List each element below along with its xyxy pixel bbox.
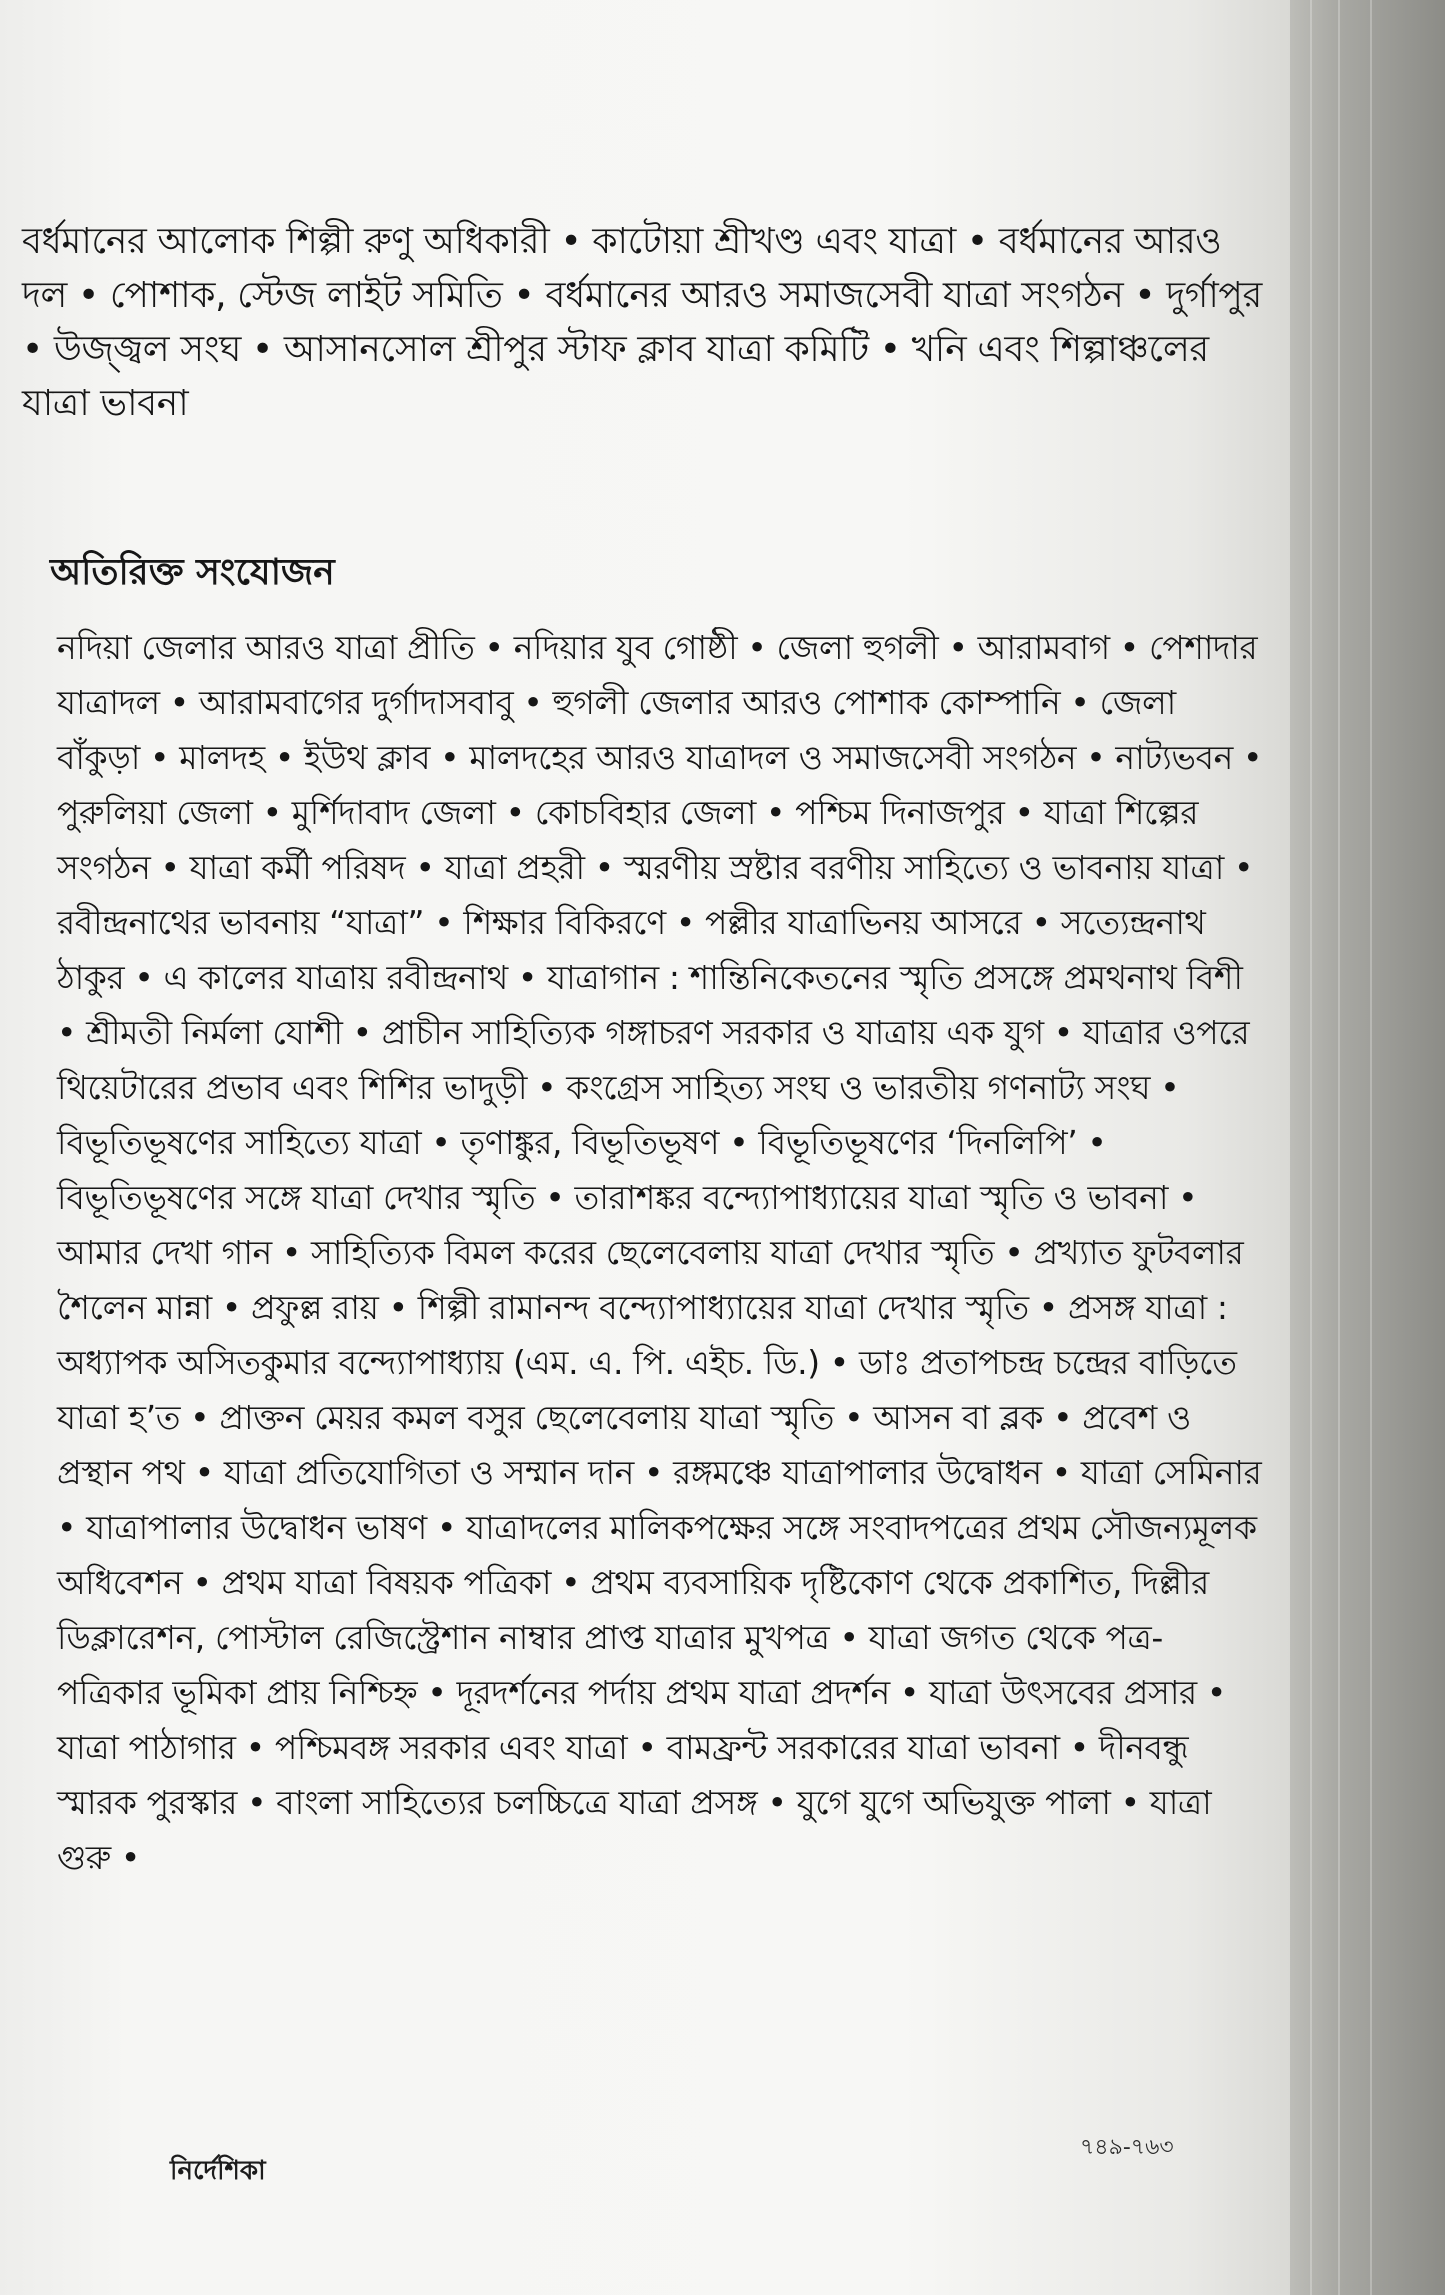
- contents-paragraph-2: নদিয়া জেলার আরও যাত্রা প্রীতি • নদিয়ার যুব গোষ্ঠী • জেলা হুগলী • আরামবাগ • পেশাদার যাত্রাদল • আরামবাগের দুর্গাদাসবাবু • হুগলী জেলার আরও পোশাক কোম্পানি • জেলা বাঁকুড়া • মালদহ • ইউথ ক্লাব • মালদহের আরও যাত্রাদল ও সমাজসেবী সংগঠন • নাট্যভবন • পুরুলিয়া জেলা • মুর্শিদাবাদ জেলা • কোচবিহার জেলা • পশ্চিম দিনাজপুর • যাত্রা শিল্পের সংগঠন • যাত্রা কর্মী পরিষদ • যাত্রা প্রহরী • স্মরণীয় স্রষ্টার বরণীয় সাহিত্যে ও ভাবনায় যাত্রা • রবীন্দ্রনাথের ভাবনায় “যাত্রা” • শিক্ষার বিকিরণে • পল্লীর যাত্রাভিনয় আসরে • সত্যেন্দ্রনাথ ঠাকুর • এ কালের যাত্রায় রবীন্দ্রনাথ • যাত্রাগান : শান্তিনিকেতনের স্মৃতি প্রসঙ্গে প্রমথনাথ বিশী • শ্রীমতী নির্মলা যোশী • প্রাচীন সাহিত্যিক গঙ্গাচরণ সরকার ও যাত্রায় এক যুগ • যাত্রার ওপরে থিয়েটারের প্রভাব এবং শিশির ভাদুড়ী • কংগ্রেস সাহিত্য সংঘ ও ভারতীয় গণনাট্য সংঘ • বিভূতিভূষণের সাহিত্যে যাত্রা • তৃণাঙ্কুর, বিভূতিভূষণ • বিভূতিভূষণের ‘দিনলিপি’ • বিভূতিভূষণের সঙ্গে যাত্রা দেখার স্মৃতি • তারাশঙ্কর বন্দ্যোপাধ্যায়ের যাত্রা স্মৃতি ও ভাবনা • আমার দেখা গান • সাহিত্যিক বিমল করের ছেলেবেলায় যাত্রা দেখার স্মৃতি • প্রখ্যাত ফুটবলার শৈলেন মান্না • প্রফুল্ল রায় • শিল্পী রামানন্দ বন্দ্যোপাধ্যায়ের যাত্রা দেখার স্মৃতি • প্রসঙ্গ যাত্রা : অধ্যাপক অসিতকুমার বন্দ্যোপাধ্যায় (এম. এ. পি. এইচ. ডি.) • ডাঃ প্রতাপচন্দ্র চন্দ্রের বাড়িতে যাত্রা হ’ত • প্রাক্তন মেয়র কমল বসুর ছেলেবেলায় যাত্রা স্মৃতি • আসন বা ব্লক • প্রবেশ ও প্রস্থান পথ • যাত্রা প্রতিযোগিতা ও সম্মান দান • রঙ্গমঞ্চে যাত্রাপালার উদ্বোধন • যাত্রা সেমিনার • যাত্রাপালার উদ্বোধন ভাষণ • যাত্রাদলের মালিকপক্ষের সঙ্গে সংবাদপত্রের প্রথম সৌজন্যমূলক অধিবেশন • প্রথম যাত্রা বিষয়ক পত্রিকা • প্রথম ব্যবসায়িক দৃষ্টিকোণ থেকে প্রকাশিত, দিল্লীর ডিক্লারেশন, পোস্টাল রেজিস্ট্রেশান নাম্বার প্রাপ্ত যাত্রার মুখপত্র • যাত্রা জগত থেকে পত্র-পত্রিকার ভূমিকা প্রায় নিশ্চিহ্ন • দূরদর্শনের পর্দায় প্রথম যাত্রা প্রদর্শন • যাত্রা উৎসবের প্রসার • যাত্রা পাঠাগার • পশ্চিমবঙ্গ সরকার এবং যাত্রা • বামফ্রন্ট সরকারের যাত্রা ভাবনা • দীনবন্ধু স্মারক পুরস্কার • বাংলা সাহিত্যের চলচ্চিত্রে যাত্রা প্রসঙ্গ • যুগে যুগে অভিযুক্ত পালা • যাত্রা গুরু •: [57, 628, 1263, 1877]
- adjacent-pages-edge: [1290, 0, 1445, 2295]
- contents-paragraph-1: বর্ধমানের আলোক শিল্পী রুণু অধিকারী • কাটোয়া শ্রীখণ্ড এবং যাত্রা • বর্ধমানের আরও দল • পোশাক, স্টেজ লাইট সমিতি • বর্ধমানের আরও সমাজসেবী যাত্রা সংগঠন • দুর্গাপুর • উজ্জ্বল সংঘ • আসানসোল শ্রীপুর স্টাফ ক্লাব যাত্রা কমিটি • খনি এবং শিল্পাঞ্চলের যাত্রা ভাবনা: [22, 221, 1262, 424]
- footer-label: নির্দেশিকা: [170, 2156, 266, 2186]
- section-heading: অতিরিক্ত সংযোজন: [50, 552, 335, 593]
- page-content: [22, 215, 1267, 1885]
- footer-page-range: ৭৪৯-৭৬৩: [1080, 2135, 1174, 2160]
